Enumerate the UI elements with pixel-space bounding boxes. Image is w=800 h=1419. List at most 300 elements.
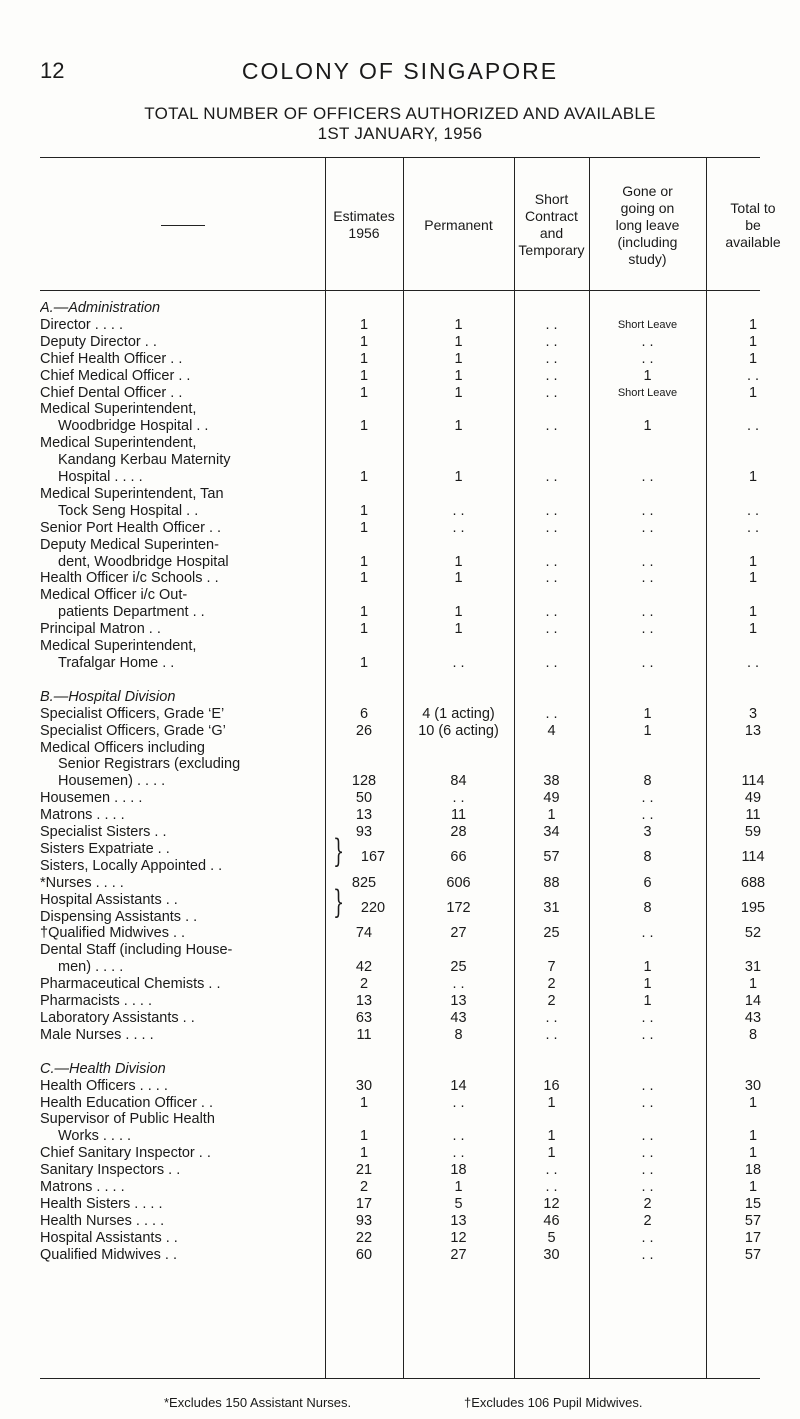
row-label: Male Nurses . . . . [40, 1026, 154, 1043]
table-row [0, 435, 800, 451]
cell-total: 57 [744, 1212, 762, 1229]
cell-perm: . . [452, 790, 465, 807]
cell-sc: 46 [543, 1212, 560, 1229]
cell-total: 1 [748, 469, 758, 485]
cell-sc: 16 [543, 1077, 560, 1094]
table-row [0, 537, 800, 553]
cell-est: 1 [359, 654, 369, 671]
cell-perm: 84 [450, 773, 467, 790]
table-title-line-1: TOTAL NUMBER OF OFFICERS AUTHORIZED AND AVAILABLE [144, 104, 656, 123]
table-row [0, 385, 800, 401]
row-label: Senior Port Health Officer . . [40, 519, 222, 536]
cell-total: 49 [744, 790, 762, 807]
table-row [0, 334, 800, 350]
row-label: Pharmacists . . . . [40, 993, 152, 1009]
cell-sc: 25 [543, 925, 560, 942]
cell-sc: . . [545, 570, 558, 587]
cell-leave: . . [641, 502, 654, 519]
table-row [0, 520, 800, 536]
cell-est: 2 [359, 1179, 369, 1195]
table-row [0, 604, 800, 620]
cell-leave: . . [641, 621, 654, 638]
cell-perm: 1 [454, 553, 463, 570]
row-label: Health Officer i/c Schools . . [40, 570, 219, 587]
cell-leave: . . [641, 790, 654, 807]
cell-total: 15 [744, 1195, 762, 1212]
cell-total: 1 [748, 1094, 758, 1111]
cell-sc: . . [545, 604, 558, 621]
row-label: Specialist Officers, Grade ‘G’ [40, 722, 226, 739]
row-label: Woodbridge Hospital . . [58, 418, 209, 435]
cell-perm: 1 [454, 604, 463, 621]
table-row [0, 976, 800, 992]
cell-sc: . . [545, 621, 558, 638]
row-label: Sanitary Inspectors . . [40, 1162, 181, 1179]
cell-leave: 2 [643, 1212, 652, 1229]
cell-leave: Short Leave [617, 318, 678, 331]
cell-sc: 5 [547, 1229, 556, 1246]
cell-leave: . . [641, 807, 654, 824]
cell-perm: 172 [446, 900, 471, 917]
cell-sc: . . [545, 519, 558, 536]
cell-total: 52 [744, 925, 762, 942]
row-label: Housemen . . . . [40, 790, 143, 807]
table-row [0, 401, 800, 417]
cell-total: 1 [748, 384, 758, 401]
cell-leave: 8 [643, 773, 652, 790]
cell-total: 1 [748, 976, 758, 993]
table-row [0, 706, 800, 722]
cell-perm: . . [452, 1128, 465, 1145]
cell-perm: 13 [450, 1212, 467, 1229]
table-row [0, 1095, 800, 1111]
cell-est: 167 [360, 849, 386, 866]
cell-total: . . [746, 654, 760, 671]
cell-total: . . [746, 519, 760, 536]
cell-sc: . . [545, 1179, 558, 1195]
cell-total: 1 [748, 316, 758, 333]
cell-est: 1 [359, 502, 369, 519]
cell-total: 688 [740, 874, 766, 891]
cell-sc: . . [545, 1026, 558, 1043]
table-row [0, 790, 800, 806]
cell-total: 31 [744, 959, 762, 976]
cell-perm: 1 [454, 350, 463, 367]
cell-leave: . . [641, 1128, 654, 1145]
table-row [0, 1010, 800, 1026]
cell-leave: . . [641, 1077, 654, 1094]
cell-perm: 10 (6 acting) [418, 722, 499, 739]
cell-est: 1 [359, 333, 369, 350]
table-row [0, 756, 800, 772]
cell-sc: 1 [547, 807, 556, 824]
cell-leave: Short Leave [617, 386, 678, 399]
cell-sc: 1 [547, 1145, 556, 1162]
row-label: Senior Registrars (excluding [58, 756, 241, 773]
cell-leave: . . [641, 925, 654, 942]
cell-perm: 1 [454, 418, 463, 435]
row-label: dent, Woodbridge Hospital [58, 553, 229, 570]
row-label: Hospital . . . . [58, 469, 143, 485]
row-label: Dispensing Assistants . . [40, 908, 198, 925]
cell-total: . . [746, 418, 760, 435]
table-row [0, 959, 800, 975]
cell-est: 1 [359, 604, 369, 621]
table-row [0, 1027, 800, 1043]
cell-leave: 6 [643, 874, 652, 891]
row-label: Medical Superintendent, Tan [40, 485, 224, 502]
cell-total: 1 [748, 621, 758, 638]
cell-total: 114 [741, 773, 765, 790]
cell-total: 11 [745, 807, 761, 824]
cell-est: 17 [355, 1195, 373, 1212]
cell-total: 57 [744, 1246, 762, 1263]
table-row [0, 773, 800, 789]
footnote-midwives: †Excludes 106 Pupil Midwives. [464, 1395, 643, 1410]
row-label: Deputy Medical Superinten- [40, 536, 219, 553]
cell-est: 11 [356, 1026, 372, 1043]
cell-sc: 49 [543, 790, 560, 807]
row-label: Kandang Kerbau Maternity [58, 452, 231, 469]
table-row [0, 418, 800, 434]
cell-perm: . . [452, 1094, 465, 1111]
cell-perm: . . [452, 1145, 465, 1162]
header-total-available: Total to be available [725, 199, 781, 250]
cell-leave: 1 [643, 367, 652, 384]
table-row [0, 1230, 800, 1246]
row-label: Tock Seng Hospital . . [58, 502, 199, 519]
table-row [0, 554, 800, 570]
cell-sc: 1 [547, 1094, 556, 1111]
row-label: Deputy Director . . [40, 333, 157, 350]
cell-est: 1 [359, 367, 369, 384]
cell-perm: 1 [454, 570, 463, 587]
section-heading [0, 689, 800, 705]
cell-sc: 2 [547, 976, 556, 993]
cell-est: 60 [355, 1246, 373, 1263]
cell-total: 43 [744, 1009, 762, 1026]
row-label: Health Officers . . . . [40, 1077, 168, 1094]
row-label: †Qualified Midwives . . [40, 925, 186, 942]
cell-est: 13 [355, 993, 373, 1009]
cell-sc: 4 [547, 722, 556, 739]
row-label: Dental Staff (including House- [40, 942, 233, 959]
table-row [0, 452, 800, 468]
cell-sc: . . [545, 654, 558, 671]
cell-perm: 13 [450, 993, 467, 1009]
cell-perm: 4 (1 acting) [422, 705, 495, 722]
row-label: patients Department . . [58, 604, 205, 621]
cell-est: 1 [359, 316, 369, 333]
cell-est: 26 [355, 722, 373, 739]
cell-total: 195 [740, 900, 766, 917]
row-label: Pharmaceutical Chemists . . [40, 976, 221, 993]
table-row [0, 925, 800, 941]
cell-perm: 14 [450, 1077, 467, 1094]
cell-sc: 30 [543, 1246, 560, 1263]
row-label: Matrons . . . . [40, 1179, 125, 1195]
cell-sc: . . [545, 553, 558, 570]
cell-leave: 1 [643, 976, 652, 993]
row-label: Medical Officers including [40, 739, 205, 756]
cell-leave: . . [641, 1009, 654, 1026]
row-label: Sisters Expatriate . . [40, 840, 170, 857]
cell-perm: 43 [450, 1009, 467, 1026]
table-row [0, 723, 800, 739]
table-row [0, 503, 800, 519]
header-short-contract: Short Contract and Temporary [518, 191, 585, 258]
cell-perm: . . [452, 976, 465, 993]
cell-sc: . . [545, 316, 558, 333]
cell-leave: 1 [643, 418, 652, 435]
cell-sc: . . [545, 384, 558, 401]
cell-est: 1 [359, 350, 369, 367]
cell-perm: 27 [450, 1246, 467, 1263]
cell-sc: 7 [547, 959, 556, 976]
cell-total: 3 [748, 705, 758, 722]
row-label: Matrons . . . . [40, 807, 125, 824]
cell-sc: . . [545, 705, 558, 722]
cell-est: 93 [355, 1212, 373, 1229]
cell-total: . . [746, 502, 760, 519]
cell-est: 2 [359, 976, 369, 993]
grouping-brace: } [333, 882, 345, 921]
row-label: Chief Medical Officer . . [40, 367, 191, 384]
row-label: Chief Dental Officer . . [40, 384, 183, 401]
running-head: COLONY OF SINGAPORE [241, 58, 559, 84]
cell-total: 1 [748, 604, 758, 621]
header-estimates: Estimates 1956 [333, 208, 395, 241]
cell-leave: . . [641, 469, 654, 485]
cell-leave: 1 [643, 705, 652, 722]
cell-perm: . . [452, 654, 465, 671]
cell-total: 13 [744, 722, 762, 739]
cell-perm: 1 [454, 333, 463, 350]
cell-perm: 1 [454, 469, 463, 485]
cell-est: 1 [359, 519, 369, 536]
cell-est: 128 [351, 773, 377, 790]
table-row [0, 875, 800, 891]
cell-leave: . . [641, 1246, 654, 1263]
table-row [0, 1145, 800, 1161]
cell-est: 1 [359, 1094, 369, 1111]
cell-perm: . . [452, 519, 465, 536]
table-row [0, 1128, 800, 1144]
row-label: Principal Matron . . [40, 621, 161, 638]
cell-est: 13 [355, 807, 373, 824]
row-label: Specialist Officers, Grade ‘E’ [40, 705, 225, 722]
table-row [0, 621, 800, 637]
cell-perm: 18 [450, 1162, 467, 1179]
cell-est: 63 [355, 1009, 373, 1026]
cell-perm: . . [452, 502, 465, 519]
cell-total: 18 [744, 1162, 762, 1179]
cell-total: 1 [748, 350, 758, 367]
cell-leave: 3 [643, 824, 652, 840]
row-label: Supervisor of Public Health [40, 1111, 215, 1128]
cell-leave: . . [641, 1145, 654, 1162]
cell-sc: 31 [543, 900, 560, 917]
table-title-line-2: 1ST JANUARY, 1956 [317, 124, 483, 143]
cell-total: 1 [748, 570, 758, 587]
cell-sc: . . [545, 418, 558, 435]
row-label: Sisters, Locally Appointed . . [40, 857, 223, 874]
row-label: Hospital Assistants . . [40, 1229, 178, 1246]
cell-est: 1 [359, 469, 369, 485]
cell-perm: 5 [454, 1195, 463, 1212]
table-row [0, 469, 800, 485]
table-row [0, 351, 800, 367]
cell-est: 1 [359, 621, 369, 638]
cell-sc: . . [545, 469, 558, 485]
table-row [0, 1213, 800, 1229]
cell-perm: 12 [450, 1229, 467, 1246]
row-label: Qualified Midwives . . [40, 1246, 177, 1263]
cell-leave: . . [641, 570, 654, 587]
row-label: Medical Superintendent, [40, 401, 197, 418]
row-label: Chief Health Officer . . [40, 350, 183, 367]
cell-sc: 57 [543, 849, 560, 866]
cell-est: 21 [355, 1162, 373, 1179]
cell-est: 825 [351, 874, 377, 891]
row-label: Specialist Sisters . . [40, 824, 167, 840]
cell-perm: 1 [454, 384, 463, 401]
row-label: Health Education Officer . . [40, 1094, 214, 1111]
table-row [0, 1111, 800, 1127]
cell-leave: 1 [643, 993, 652, 1009]
cell-perm: 1 [454, 1179, 463, 1195]
table-row [0, 824, 800, 840]
cell-sc: . . [545, 1162, 558, 1179]
row-label: Housemen) . . . . [58, 773, 166, 790]
cell-total: 30 [744, 1077, 762, 1094]
cell-est: 74 [355, 925, 373, 942]
table-row [0, 317, 800, 333]
cell-sc: 12 [543, 1195, 560, 1212]
cell-leave: . . [641, 654, 654, 671]
row-label: Director . . . . [40, 316, 123, 333]
cell-perm: 25 [450, 959, 467, 976]
cell-total: 1 [748, 333, 758, 350]
cell-leave: 8 [643, 900, 652, 917]
row-label: Medical Superintendent, [40, 435, 197, 452]
cell-sc: . . [545, 367, 558, 384]
cell-leave: . . [641, 1026, 654, 1043]
row-label: Medical Officer i/c Out- [40, 587, 188, 604]
cell-est: 42 [355, 959, 373, 976]
cell-total: 1 [748, 553, 758, 570]
cell-est: 1 [359, 1145, 369, 1162]
cell-perm: 1 [454, 621, 463, 638]
cell-total: 14 [744, 993, 762, 1009]
page-number: 12 [40, 58, 65, 83]
row-label: Works . . . . [58, 1128, 132, 1145]
row-label: Chief Sanitary Inspector . . [40, 1145, 211, 1162]
cell-total: . . [746, 367, 760, 384]
row-label: Hospital Assistants . . [40, 891, 178, 908]
cell-sc: . . [545, 350, 558, 367]
cell-leave: 1 [643, 959, 652, 976]
table-row [0, 942, 800, 958]
table-row [0, 1162, 800, 1178]
cell-est: 1 [359, 570, 369, 587]
table-row [0, 570, 800, 586]
row-label: *Nurses . . . . [40, 874, 124, 891]
table-row [0, 807, 800, 823]
cell-perm: 606 [446, 874, 471, 891]
section-title: B.—Hospital Division [40, 688, 176, 705]
cell-total: 1 [748, 1145, 758, 1162]
grouping-brace: } [333, 831, 345, 870]
table-row [0, 1196, 800, 1212]
cell-est: 1 [359, 553, 369, 570]
row-label: Health Sisters . . . . [40, 1195, 163, 1212]
row-label: Trafalgar Home . . [58, 654, 175, 671]
footnote-nurses: *Excludes 150 Assistant Nurses. [164, 1395, 352, 1410]
cell-est: 220 [360, 900, 386, 917]
cell-total: 59 [744, 824, 762, 840]
cell-perm: 1 [454, 367, 463, 384]
row-label: men) . . . . [58, 959, 124, 976]
cell-est: 22 [355, 1229, 373, 1246]
table-row [0, 1179, 800, 1195]
cell-perm: 66 [450, 849, 467, 866]
cell-total: 1 [748, 1128, 758, 1145]
cell-sc: . . [545, 502, 558, 519]
cell-leave: . . [641, 553, 654, 570]
cell-est: 1 [359, 384, 369, 401]
cell-leave: . . [641, 333, 654, 350]
row-label: Health Nurses . . . . [40, 1212, 165, 1229]
row-label: Laboratory Assistants . . [40, 1009, 195, 1026]
section-title: A.—Administration [40, 300, 161, 316]
table-row [0, 849, 800, 874]
cell-sc: 38 [543, 773, 560, 790]
header-permanent: Permanent [424, 216, 493, 233]
cell-leave: . . [641, 604, 654, 621]
table-row [0, 1247, 800, 1263]
section-heading [0, 300, 800, 316]
table-row [0, 368, 800, 384]
cell-leave: . . [641, 1162, 654, 1179]
cell-est: 30 [355, 1077, 373, 1094]
cell-perm: 27 [450, 925, 467, 942]
cell-total: 1 [748, 1179, 758, 1195]
cell-est: 1 [359, 1128, 369, 1145]
cell-total: 114 [741, 849, 765, 866]
row-label: Medical Superintendent, [40, 638, 197, 654]
cell-leave: . . [641, 1094, 654, 1111]
cell-est: 50 [355, 790, 373, 807]
cell-sc: 34 [543, 824, 560, 840]
cell-est: 1 [359, 418, 369, 435]
cell-sc: 88 [543, 874, 560, 891]
table-row [0, 740, 800, 756]
section-heading [0, 1061, 800, 1077]
table-row [0, 1078, 800, 1094]
cell-sc: 1 [547, 1128, 556, 1145]
section-title: C.—Health Division [40, 1060, 166, 1077]
cell-leave: 1 [643, 722, 652, 739]
table-row [0, 655, 800, 671]
cell-sc: . . [545, 333, 558, 350]
cell-total: 17 [744, 1229, 762, 1246]
cell-perm: 8 [454, 1026, 463, 1043]
cell-perm: 11 [450, 807, 467, 824]
table-row [0, 587, 800, 603]
table-row [0, 993, 800, 1009]
cell-total: 8 [748, 1026, 758, 1043]
